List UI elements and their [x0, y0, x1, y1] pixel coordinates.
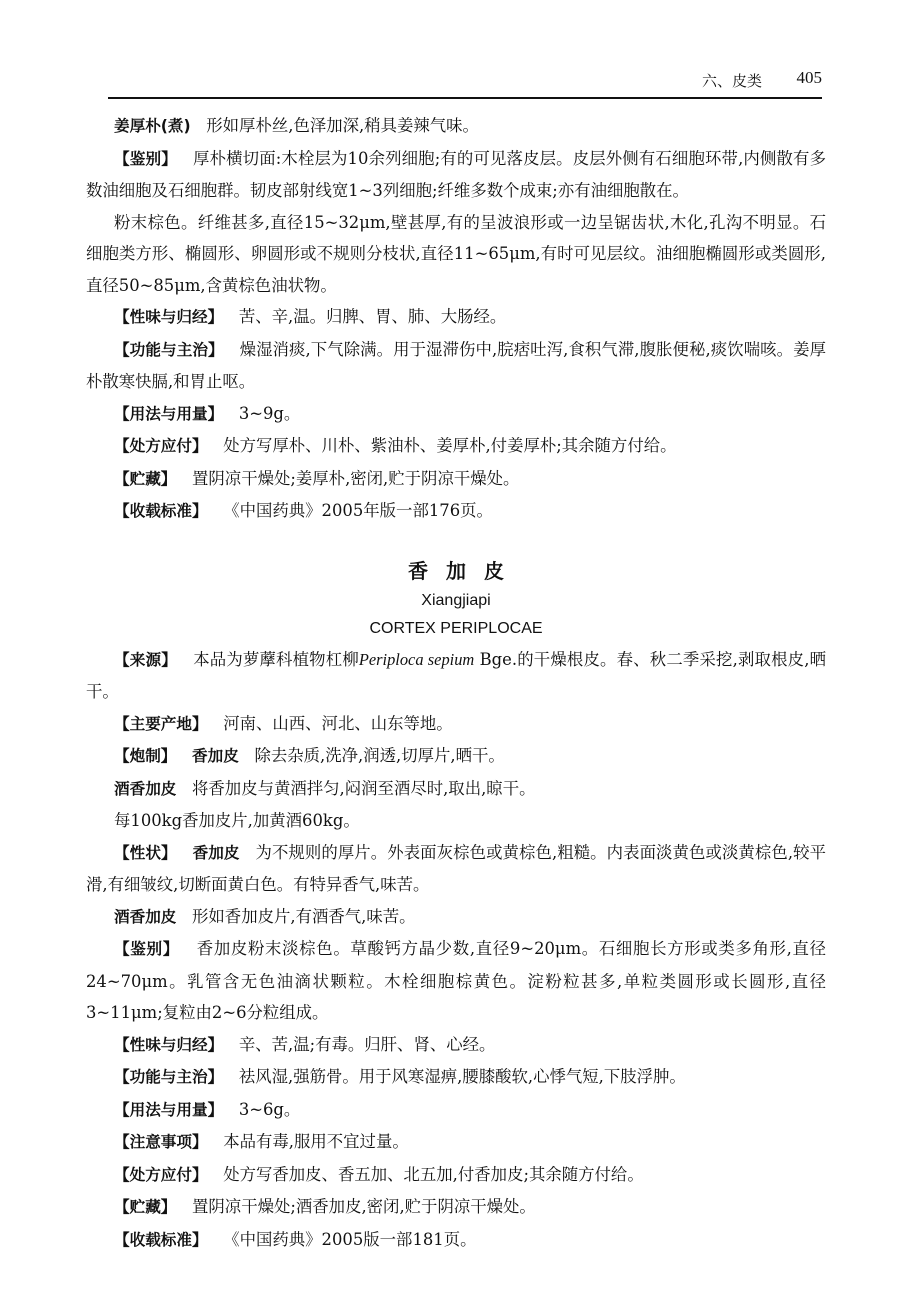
paragraph-text: 辛、苦,温;有毒。归肝、肾、心经。 — [238, 1034, 496, 1054]
paragraph-text: Bge.的干燥根皮。春、秋二季采挖,剥取根皮,晒干。 — [86, 649, 826, 701]
paragraph-dosage — [86, 398, 826, 431]
paragraph-text: 厚朴横切面:木栓层为10余列细胞;有的可见落皮层。皮层外侧有石细胞环带,内侧散有多数油细胞及石细胞群。韧皮部射线宽1~3列细胞;纤维多数个成束;亦有油细胞散在。 — [86, 148, 826, 200]
paragraph-dosage-2 — [86, 1094, 826, 1127]
paragraph-prescription — [86, 430, 826, 463]
paragraph-text: 本品为萝藦科植物杠柳 — [193, 649, 359, 669]
latin-species-name: Periploca sepium — [358, 649, 475, 669]
paragraph-text: 形如香加皮片,有酒香气,味苦。 — [192, 906, 416, 926]
entry-latin-name: CORTEX PERIPLOCAE — [369, 619, 543, 637]
paragraph-text: 燥湿消痰,下气除满。用于湿滞伤中,脘痞吐泻,食积气滞,腹胀便秘,痰饮喘咳。姜厚朴散寒快膈,和胃止呕。 — [86, 339, 826, 391]
paragraph-ratio — [86, 805, 826, 837]
term-label: 香加皮 — [192, 747, 239, 765]
term-label: 姜厚朴(煮) — [114, 117, 191, 135]
entry-pinyin: Xiangjiapi — [421, 591, 491, 609]
section-label: 【贮藏】 — [114, 1198, 177, 1216]
paragraph-text: 处方写厚朴、川朴、紫油朴、姜厚朴,付姜厚朴;其余随方付给。 — [223, 436, 677, 455]
section-title: 六、皮类 — [701, 72, 762, 90]
paragraph-standard — [86, 495, 826, 528]
section-label: 【用法与用量】 — [114, 404, 224, 423]
section-label: 【功能与主治】 — [114, 340, 224, 359]
paragraph-taste-meridian — [86, 301, 826, 334]
paragraph-storage-2 — [86, 1191, 826, 1224]
paragraph-origin — [86, 708, 826, 741]
section-label: 【鉴别】 — [114, 940, 180, 958]
paragraph-character — [86, 837, 826, 901]
section-label: 【注意事项】 — [114, 1133, 208, 1151]
page-number: 405 — [796, 68, 822, 87]
paragraph-text: 为不规则的厚片。外表面灰棕色或黄棕色,粗糙。内表面淡黄色或淡黄棕色,较平滑,有细皱纹,切断面黄白色。有特异香气,味苦。 — [86, 842, 826, 894]
paragraph-standard-2 — [86, 1224, 826, 1257]
section-label: 【性味与归经】 — [114, 1035, 224, 1054]
paragraph-function — [86, 334, 826, 398]
paragraph-text: 置阴凉干燥处;酒香加皮,密闭,贮于阴凉干燥处。 — [192, 1197, 536, 1216]
paragraph-text: 《中国药典》2005年版一部176页。 — [223, 501, 493, 520]
paragraph-text: 3~9g。 — [238, 403, 301, 423]
section-label: 【收载标准】 — [114, 1230, 208, 1249]
paragraph-text: 将香加皮与黄酒拌匀,闷润至酒尽时,取出,晾干。 — [192, 778, 536, 798]
section-label: 【主要产地】 — [114, 714, 208, 733]
paragraph-text: 河南、山西、河北、山东等地。 — [223, 713, 453, 733]
paragraph-text: 除去杂质,洗净,润透,切厚片,晒干。 — [254, 746, 505, 765]
section-label: 【功能与主治】 — [114, 1068, 224, 1086]
paragraph-text: 本品有毒,服用不宜过量。 — [223, 1132, 409, 1151]
section-label: 【用法与用量】 — [114, 1100, 224, 1119]
paragraph-character-wine — [86, 901, 826, 934]
section-label: 【处方应付】 — [114, 1165, 208, 1184]
paragraph-text: 祛风湿,强筋骨。用于风寒湿痹,腰膝酸软,心悸气短,下肢浮肿。 — [238, 1067, 686, 1086]
paragraph-text: 3~6g。 — [238, 1099, 301, 1119]
section-label: 【贮藏】 — [114, 469, 177, 488]
paragraph-text: 每100kg香加皮片,加黄酒60kg。 — [114, 811, 360, 830]
page-body — [86, 110, 826, 1256]
entry-title: 香加皮 — [408, 558, 522, 583]
paragraph-text: 香加皮粉末淡棕色。草酸钙方晶少数,直径9~20μm。石细胞长方形或类多角形,直径24~70μm。乳管含无色油滴状颗粒。木栓细胞棕黄色。淀粉粒甚多,单粒类圆形或长圆形,直径3~11μm;复粒由2~6分粒组成。 — [86, 939, 826, 1022]
paragraph-powder — [86, 207, 826, 302]
section-label: 【性状】 — [114, 843, 177, 862]
paragraph-source — [86, 644, 826, 708]
paragraph-processing — [86, 740, 826, 773]
paragraph-text: 处方写香加皮、香五加、北五加,付香加皮;其余随方付给。 — [223, 1164, 644, 1184]
entry-title-block — [86, 554, 826, 644]
term-label: 酒香加皮 — [114, 779, 177, 798]
section-label: 【来源】 — [114, 650, 178, 669]
paragraph-text: 粉末棕色。纤维甚多,直径15~32μm,壁甚厚,有的呈波浪形或一边呈锯齿状,木化,孔沟不明显。石细胞类方形、椭圆形、卵圆形或不规则分枝状,直径11~65μm,有时可见层纹。油细胞椭圆形或类圆形,直径50~85μm,含黄棕色油状物。 — [86, 212, 826, 295]
section-label: 【收载标准】 — [114, 502, 208, 520]
paragraph-function-2 — [86, 1061, 826, 1094]
section-label: 【处方应付】 — [114, 437, 208, 455]
running-header — [108, 68, 822, 92]
paragraph-identification-2 — [86, 933, 826, 1029]
section-label: 【鉴别】 — [114, 149, 177, 168]
header-rule — [108, 97, 822, 99]
section-label: 【炮制】 — [114, 747, 177, 765]
paragraph-caution — [86, 1126, 826, 1159]
term-label: 香加皮 — [192, 843, 240, 862]
paragraph-text: 《中国药典》2005版一部181页。 — [223, 1229, 477, 1249]
paragraph-jiang-houpu — [86, 110, 826, 143]
section-label: 【性味与归经】 — [114, 308, 224, 326]
paragraph-text: 置阴凉干燥处;姜厚朴,密闭,贮于阴凉干燥处。 — [192, 468, 520, 488]
paragraph-prescription-2 — [86, 1159, 826, 1192]
paragraph-text: 形如厚朴丝,色泽加深,稍具姜辣气味。 — [206, 116, 479, 135]
paragraph-identification — [86, 143, 826, 207]
paragraph-taste-meridian-2 — [86, 1029, 826, 1062]
paragraph-storage — [86, 463, 826, 496]
paragraph-wine-processing — [86, 773, 826, 806]
paragraph-text: 苦、辛,温。归脾、胃、肺、大肠经。 — [238, 307, 507, 326]
term-label: 酒香加皮 — [114, 907, 177, 926]
